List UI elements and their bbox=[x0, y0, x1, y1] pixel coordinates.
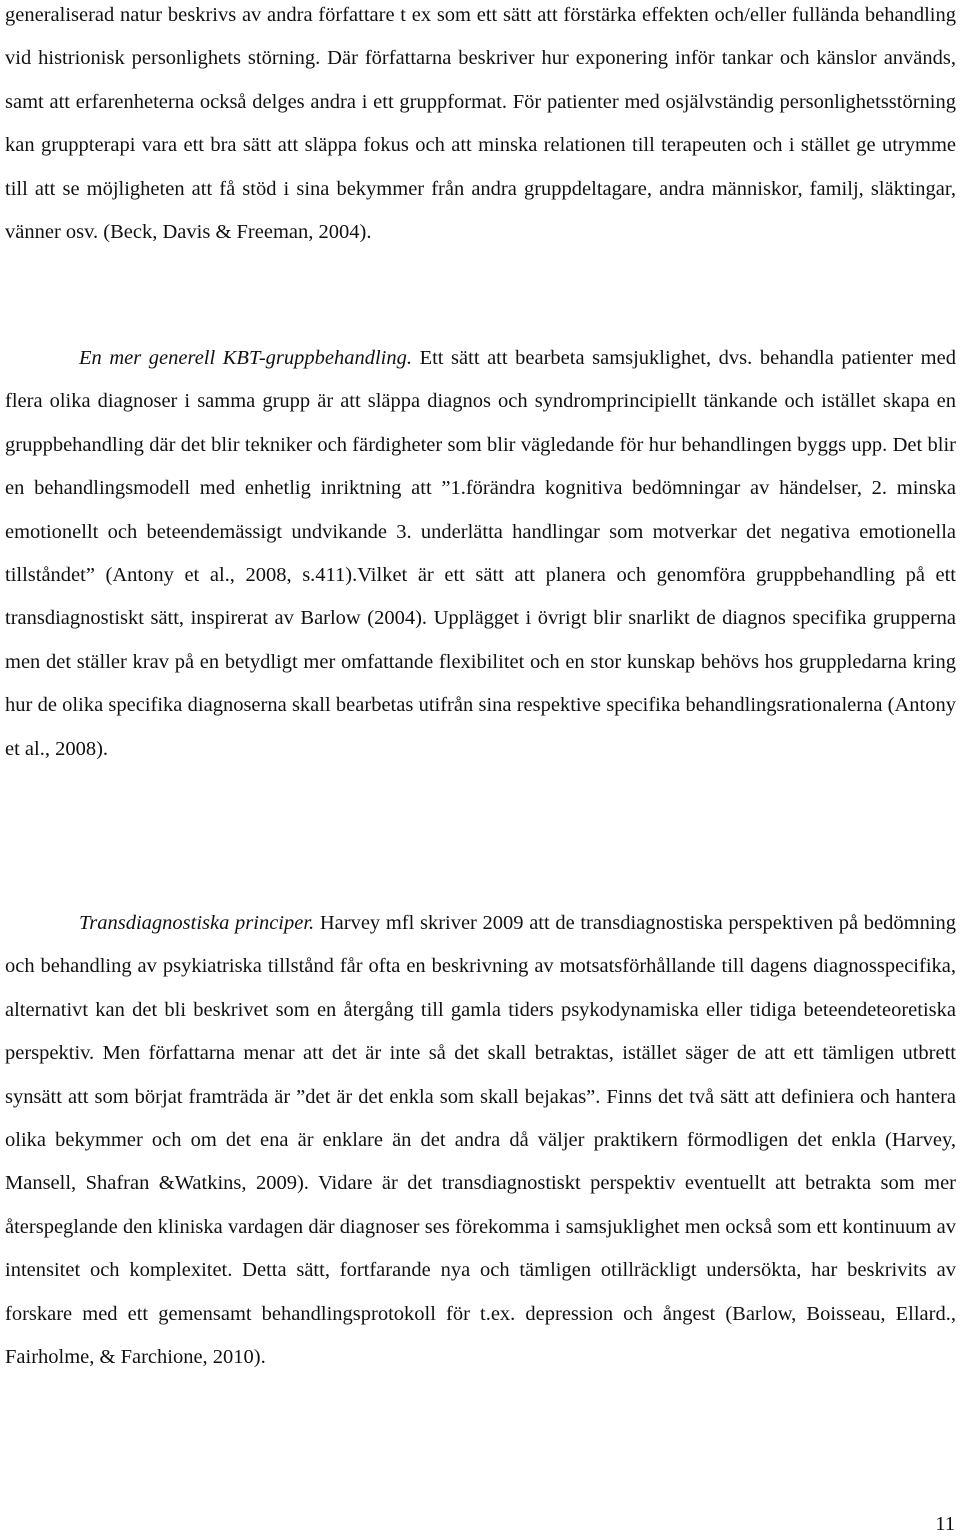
page-number: 11 bbox=[935, 1513, 955, 1535]
paragraph-2 bbox=[5, 337, 956, 771]
paragraph-2-body: Ett sätt att bearbeta samsjuklighet, dvs. behandla patienter med flera olika diagnoser i samma grupp är att släppa diagnos och syndromprincipiellt tänkande och istället skapa en gruppbehandling där det blir tekniker och färdigheter som blir vägledande för hur behandlingen byggs upp. Det blir en behandlingsmodell med enhetlig inriktning att ”1.förändra kognitiva bedömningar av händelser, 2. minska emotionellt och beteendemässigt undvikande 3. underlätta handlingar som motverkar det negativa emotionella tillståndet” (Antony et al., 2008, s.411).Vilket är ett sätt att planera och genomföra gruppbehandling på ett transdiagnostiskt sätt, inspirerat av Barlow (2004). Upplägget i övrigt blir snarlikt de diagnos specifika grupperna men det ställer krav på en betydligt mer omfattande flexibilitet och en stor kunskap behövs hos gruppledarna kring hur de olika specifika diagnoserna skall bearbetas utifrån sina respektive specifika behandlingsrationalerna (Antony et al., 2008). bbox=[5, 347, 956, 760]
paragraph-3-body: Harvey mfl skriver 2009 att de transdiagnostiska perspektiven på bedömning och behandling av psykiatriska tillstånd får ofta en beskrivning av motsatsförhållande till dagens diagnosspecifika, alternativt kan det bli beskrivet som en återgång till gamla tiders psykodynamiska eller tidiga beteendeteoretiska perspektiv. Men författarna menar att det är inte så det skall betraktas, istället säger de att ett tämligen utbrett synsätt att som börjat framträda är ”det är det enkla som skall bejakas”. Finns det två sätt att definiera och hantera olika bekymmer och om det ena är enklare än det andra då väljer praktikern förmodligen det enkla (Harvey, Mansell, Shafran &Watkins, 2009). Vidare är det transdiagnostiskt perspektiv eventuellt att betrakta som mer återspeglande den kliniska vardagen där diagnoser ses förekomma i samsjuklighet men också som ett kontinuum av intensitet och komplexitet. Detta sätt, fortfarande nya och tämligen otillräckligt undersökta, har beskrivits av forskare med ett gemensamt behandlingsprotokoll för t.ex. depression och ångest (Barlow, Boisseau, Ellard., Fairholme, & Farchione, 2010). bbox=[5, 912, 957, 1369]
section-heading-kbt-group: En mer generell KBT-gruppbehandling. bbox=[79, 347, 412, 369]
paragraph-3 bbox=[5, 902, 956, 1379]
paragraph-1: generaliserad natur beskrivs av andra författare t ex som ett sätt att förstärka effekten och/eller fulländа behandling vid histrionisk personlighets störning. Där författarna beskriver hur exponering inför tankar och känslor används, samt att erfarenheterna också delges andra i ett gruppformat. För patienter med osjälvständig personlighetsstörning kan gruppterapi vara ett bra sätt att släppa fokus och att minska relationen till terapeuten och i stället ge utrymme till att se möjligheten att få stöd i sina bekymmer från andra gruppdeltagare, andra människor, familj, släktingar, vänner osv. (Beck, Davis & Freeman, 2004). bbox=[5, 4, 956, 244]
section-heading-transdiagnostic: Transdiagnostiska principer. bbox=[79, 912, 315, 934]
